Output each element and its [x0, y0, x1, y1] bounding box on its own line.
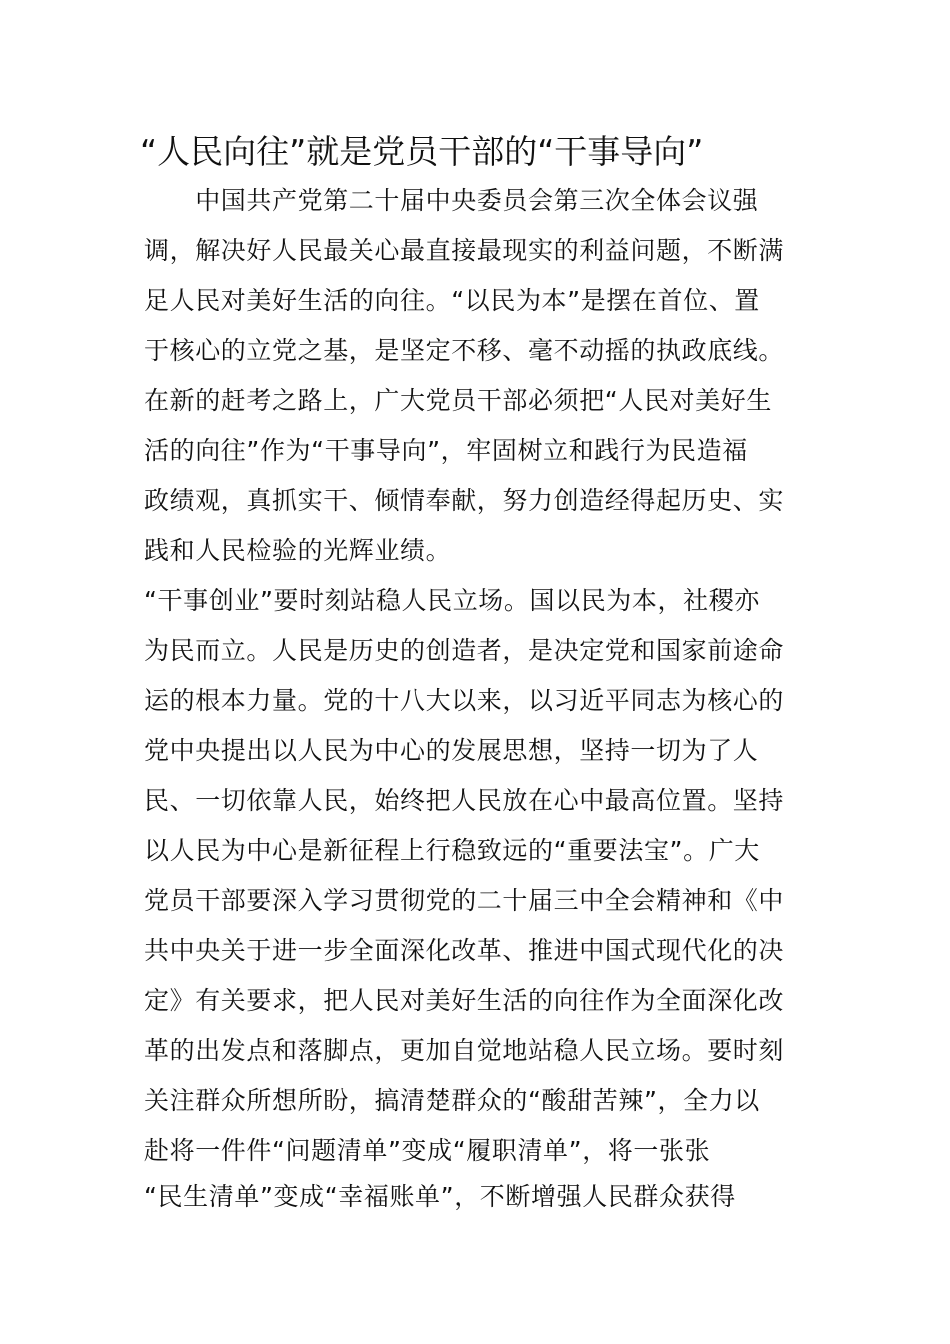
- body-line: 为民而立。人民是历史的创造者，是决定党和国家前途命: [144, 636, 785, 665]
- body-line: 调，解决好人民最关心最直接最现实的利益问题，不断满: [144, 236, 785, 265]
- body-line: 足人民对美好生活的向往。“以民为本”是摆在首位、置: [144, 286, 760, 315]
- body-line: 政绩观，真抓实干、倾情奉献，努力创造经得起历史、实: [144, 486, 785, 515]
- body-line: 在新的赶考之路上，广大党员干部必须把“人民对美好生: [144, 386, 772, 415]
- body-line: “干事创业”要时刻站稳人民立场。国以民为本，社稷亦: [144, 586, 760, 615]
- body-line: 党中央提出以人民为中心的发展思想，坚持一切为了人: [144, 736, 759, 765]
- body-line: 活的向往”作为“干事导向”，牢固树立和践行为民造福: [144, 436, 748, 465]
- body-line: 以人民为中心是新征程上行稳致远的“重要法宝”。广大: [144, 836, 760, 865]
- body-line: 关注群众所想所盼，搞清楚群众的“酸甜苦辣”，全力以: [144, 1086, 760, 1115]
- body-line: 党员干部要深入学习贯彻党的二十届三中全会精神和《中: [144, 886, 785, 915]
- body-line: 于核心的立党之基，是坚定不移、毫不动摇的执政底线。: [144, 336, 785, 365]
- article-title: “人民向往”就是党员干部的“干事导向”: [140, 132, 704, 171]
- body-line: 践和人民检验的光辉业绩。: [144, 536, 452, 565]
- body-line: 共中央关于进一步全面深化改革、推进中国式现代化的决: [144, 936, 785, 965]
- body-line: 定》有关要求，把人民对美好生活的向往作为全面深化改: [144, 986, 785, 1015]
- body-line: 革的出发点和落脚点，更加自觉地站稳人民立场。要时刻: [144, 1036, 785, 1065]
- body-line: “民生清单”变成“幸福账单”，不断增强人民群众获得: [144, 1182, 736, 1211]
- body-line: 民、一切依靠人民，始终把人民放在心中最高位置。坚持: [144, 786, 785, 815]
- body-line: 赴将一件件“问题清单”变成“履职清单”，将一张张: [144, 1136, 711, 1165]
- body-line: 运的根本力量。党的十八大以来，以习近平同志为核心的: [144, 686, 785, 715]
- body-line: 中国共产党第二十届中央委员会第三次全体会议强: [144, 186, 759, 215]
